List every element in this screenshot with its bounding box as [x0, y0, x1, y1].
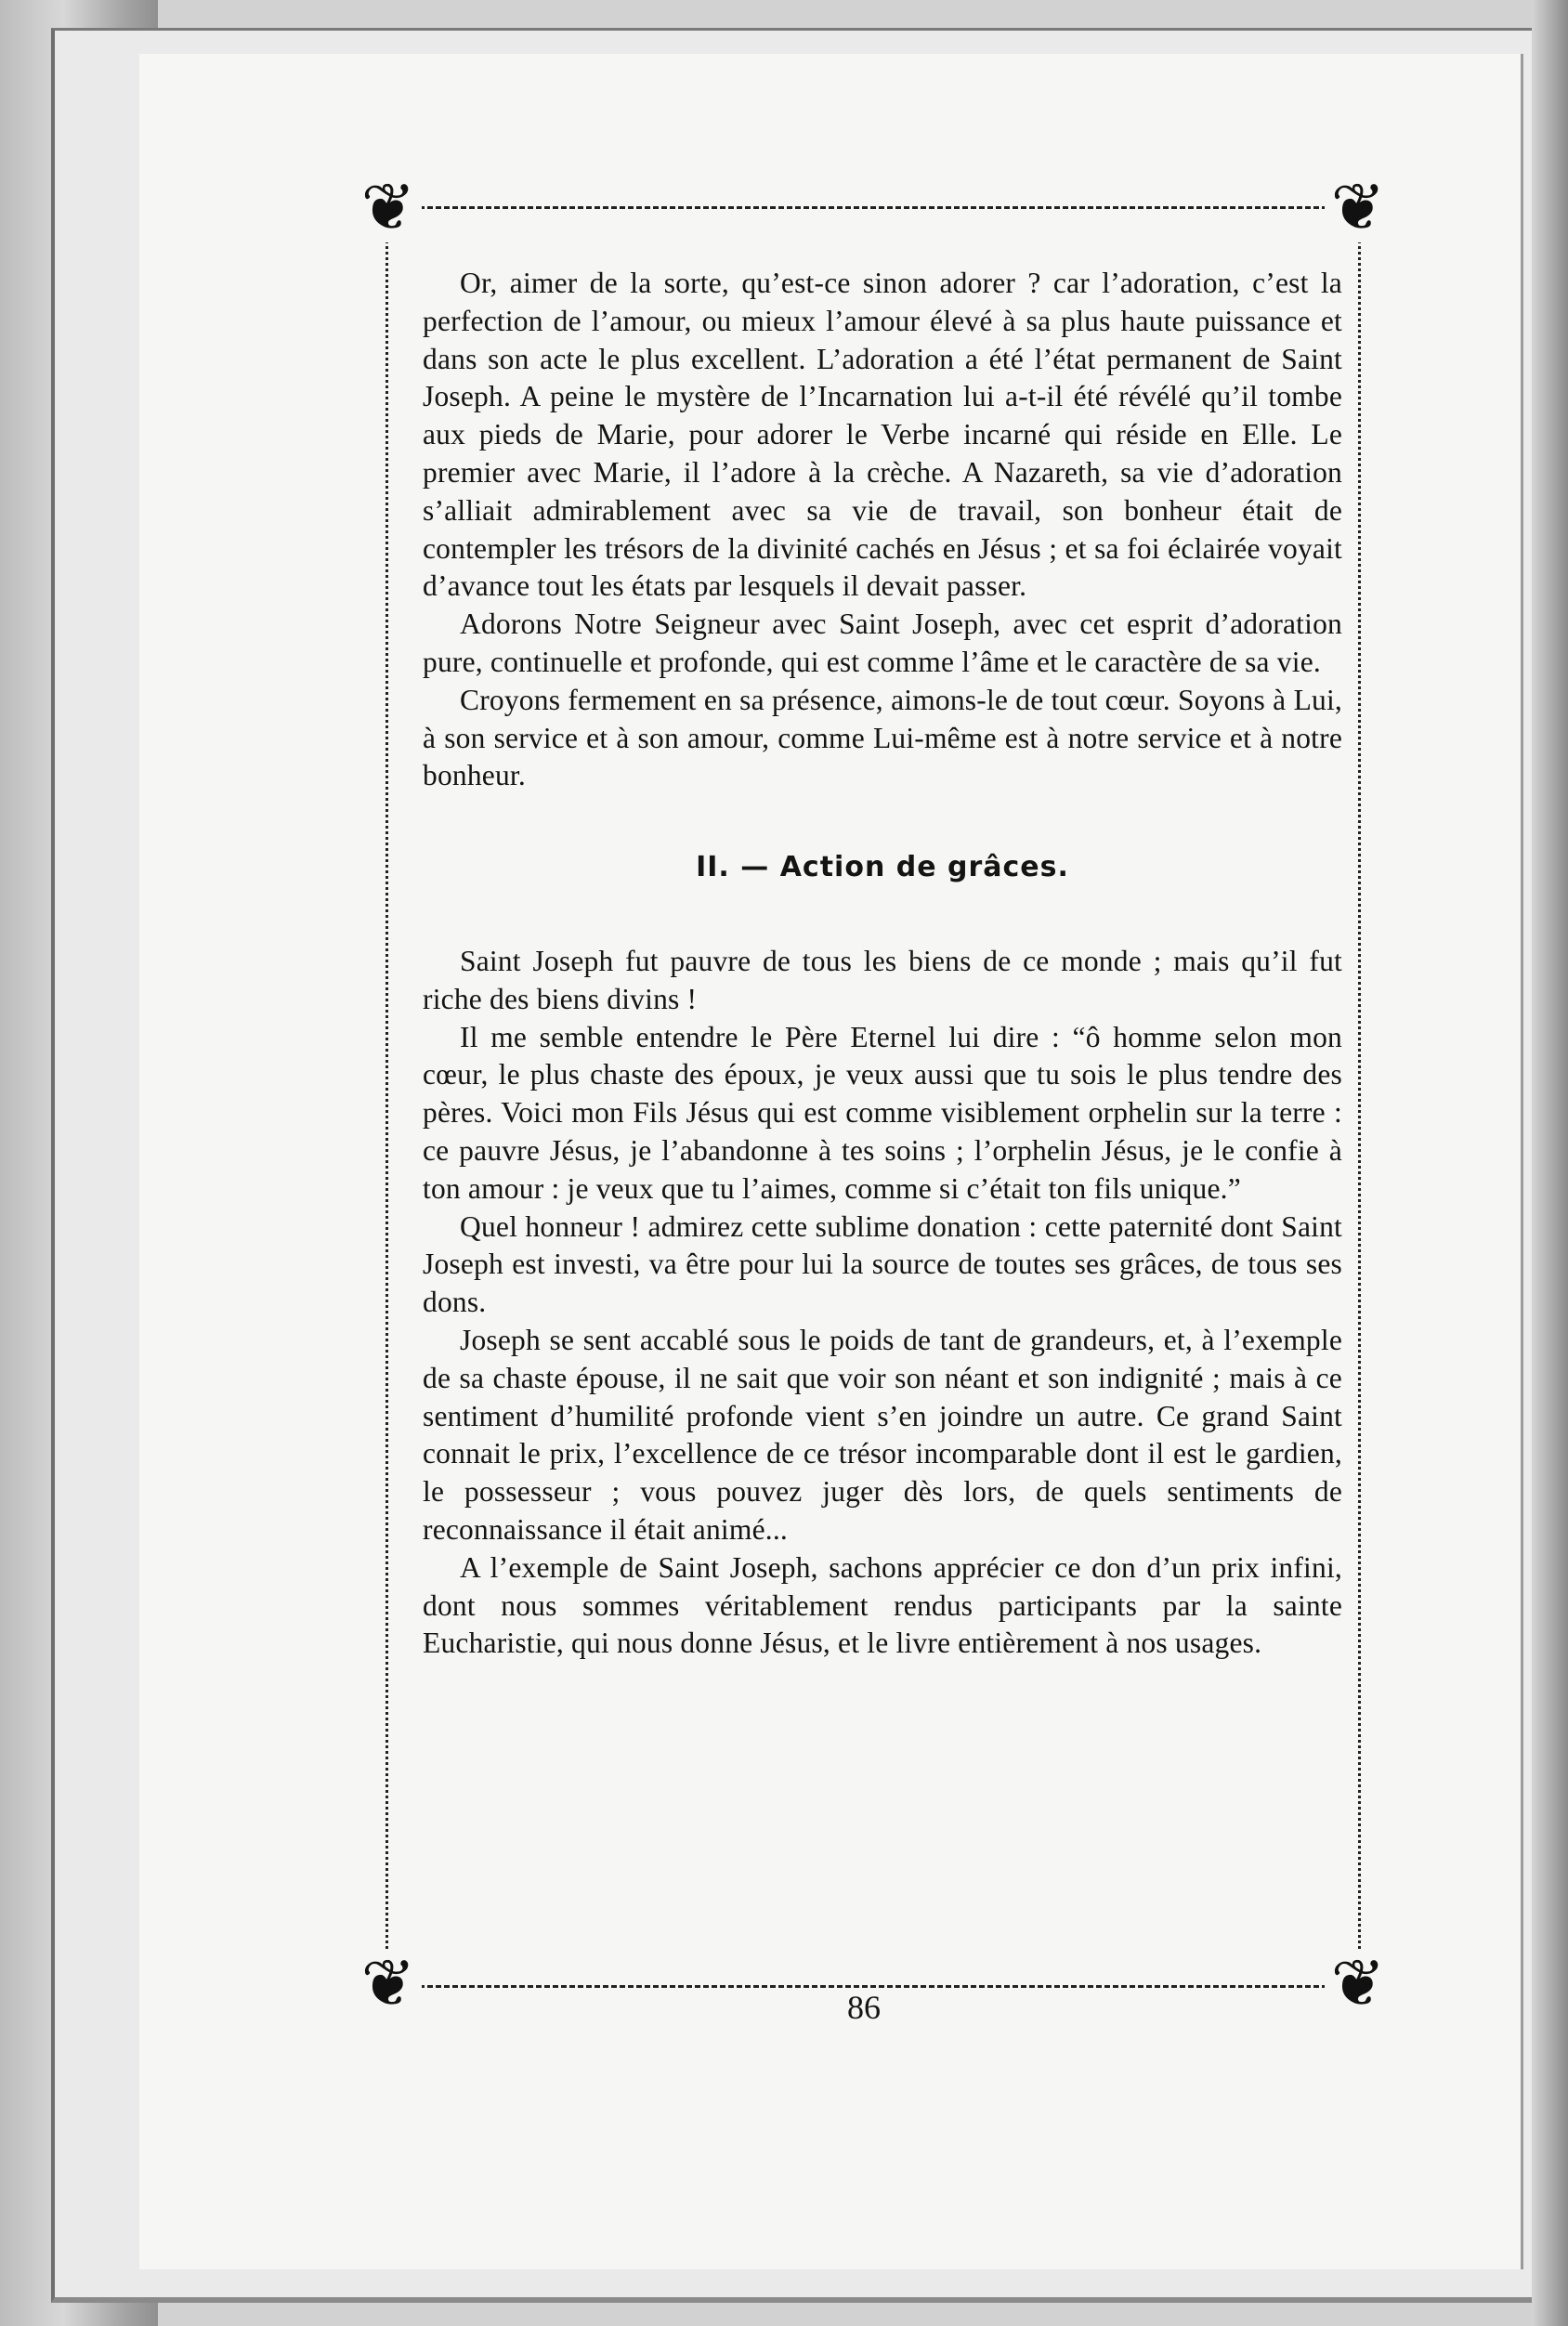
floral-corner-icon: ❦ — [1325, 1952, 1392, 2019]
right-edge-shadow — [1535, 0, 1568, 2326]
paragraph: Saint Joseph fut pauvre de tous les biens de ce monde ; mais qu’il fut riche des biens divins ! — [423, 944, 1342, 1015]
floral-corner-icon: ❦ — [355, 176, 422, 242]
section-heading: II. — Action de grâces. — [696, 851, 1069, 884]
page-text — [423, 265, 1342, 1663]
paragraph: Joseph se sent accablé sous le poids de tant de grandeurs, et, à l’exemple de sa chaste épouse, il ne sait que voir son néant et son indignité ; mais à ce sentiment d’humilité profonde vient s’en joindre un autre. Ce grand Saint connait le prix, l’excellence de ce trésor incomparable dont il est le gardien, le possesseur ; vous pouvez juger dès lors, de quels sentiments de reconnaissance il était animé... — [423, 1323, 1342, 1546]
paragraph: Croyons fermement en sa présence, aimons-le de tout cœur. Soyons à Lui, à son service et à son amour, comme Lui-même est à notre service et à notre bonheur. — [423, 683, 1342, 792]
paragraph: Il me semble entendre le Père Eternel lui dire : “ô homme selon mon cœur, le plus chaste des époux, je veux aussi que tu sois le plus tendre des pères. Voici mon Fils Jésus qui est comme visiblement orphelin sur la terre : ce pauvre Jésus, je l’abandonne à tes soins ; l’orphelin Jésus, je le confie à ton amour : je veux que tu l’aimes, comme si c’était ton fils unique.” — [423, 1020, 1342, 1205]
paragraph: Or, aimer de la sorte, qu’est-ce sinon adorer ? car l’adoration, c’est la perfection de l’amour, ou mieux l’amour élevé à sa plus haute puissance et dans son acte le plus excellent. L’adoration a été l’état permanent de Saint Joseph. A peine le mystère de l’Incarnation lui a-t-il été révélé qu’il tombe aux pieds de Marie, pour adorer le Verbe incarné qui réside en Elle. Le premier avec Marie, il l’adore à la crèche. A Nazareth, sa vie d’adoration s’alliait admirablement avec sa vie de travail, son bonheur était de contempler les trésors de la divinité cachés en Jésus ; et sa foi éclairée voyait d’avance tout les états par lesquels il devait passer. — [423, 267, 1342, 603]
floral-corner-icon: ❦ — [355, 1952, 422, 2019]
page-number: 86 — [847, 1989, 881, 2026]
paragraph: Quel honneur ! admirez cette sublime donation : cette paternité dont Saint Joseph est investi, va être pour lui la source de toutes ses grâces, de tous ses dons. — [423, 1209, 1342, 1319]
paragraph: A l’exemple de Saint Joseph, sachons apprécier ce don d’un prix infini, dont nous sommes véritablement rendus participants par la sainte Eucharistie, qui nous donne Jésus, et le livre entièrement à nos usages. — [423, 1550, 1342, 1660]
floral-corner-icon: ❦ — [1325, 176, 1392, 242]
paragraph: Adorons Notre Seigneur avec Saint Joseph, avec cet esprit d’adoration pure, continuelle et profonde, qui est comme l’âme et le caractère de sa vie. — [423, 608, 1342, 678]
